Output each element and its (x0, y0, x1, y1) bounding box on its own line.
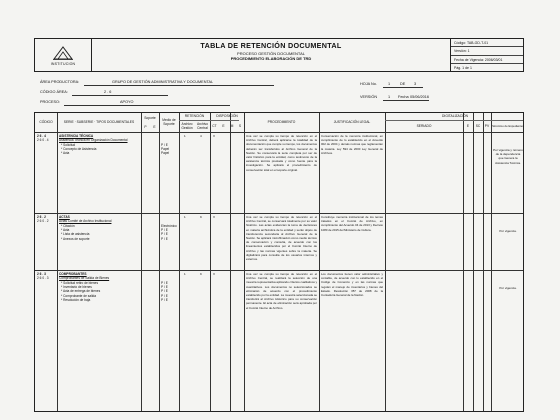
row-series: ACTAS (59, 215, 70, 219)
process-value: APOYO (120, 100, 134, 104)
row-doc-type: * Citación (61, 224, 75, 228)
th-dig-obs: Sinónimo de Expedientes (492, 124, 524, 128)
row-doc-type: * Lista de asistencia (61, 232, 90, 237)
row-doc-type: * Anexos de soporte (61, 236, 90, 241)
th-support-e: E (153, 125, 156, 129)
row-retention-central: 9 (200, 272, 202, 276)
row-support: P / E (161, 293, 168, 298)
sheet-underline (383, 87, 423, 88)
th-legal: JUSTIFICACIÓN LEGAL (333, 120, 371, 124)
th-dig-seriado: SERIADO (416, 124, 432, 128)
th-code: CÓDIGO (39, 120, 53, 124)
th-disp-m: M (230, 124, 234, 128)
row-observation: Por vigencia y número de la dependencia que Genera la Asistencia Técnica. (493, 148, 523, 165)
th-ret-gestion: Archivo Gestión (181, 122, 193, 130)
row-retention-gestion: 1 (184, 272, 186, 276)
row-procedure: Una vez se cumpla su tiempo de retención en el Archivo Central, se realizará la selección de una muestra representativa aplicando criterios cualitativos y cuantitativos. Los documentos no seleccionados se eliminarán de acuerdo con el procedimiento establecido por la entidad. La muestra seleccionada se transferirá al Archivo Histórico para su conservación permanente. El acta de eliminación será aprobada por el Comité Interno de Archivo. (246, 272, 317, 310)
row-retention-gestion: 1 (184, 134, 186, 138)
procedure-name: PROCEDIMIENTO ELABORACIÓN DE TRD (230, 56, 312, 61)
row-support: Papel (161, 147, 170, 152)
th-support: Soporte (144, 116, 156, 120)
area-value: GRUPO DE GESTIÓN ADMINISTRATIVA Y DOCUMENTAL (112, 80, 214, 84)
th-disp-ct: CT (212, 124, 217, 128)
row-subseries: Actas Comité de Archivo Institucional (59, 219, 112, 223)
row-support: P / E (161, 285, 168, 290)
row-retention-gestion: 1 (184, 215, 186, 219)
row-doc-type: * Resolución de baja (61, 297, 91, 302)
code-label: CÓDIGO ÁREA: (40, 90, 68, 94)
row-observation: Por vigencia. (499, 229, 517, 233)
row-support: P / E (161, 289, 168, 294)
version-underline (383, 100, 429, 101)
th-dig-pv: PV (484, 124, 490, 128)
row-doc-type: * Acta de entrega de bienes (61, 289, 101, 294)
row-subseries: Asistencia Técnica en Organización Documental (59, 138, 128, 142)
row-doc-type: * Concepto de Asistencia (61, 147, 97, 152)
row-doc-type: * Comprobante de salida (61, 293, 97, 298)
document-header (34, 38, 524, 72)
row-procedure: Una vez se cumpla su tiempo de retención en el Archivo Central, se conservará totalmente por su valor histórico. Las actas evidencian la toma de decisiones en materia archivística de la entidad y serán objeto de transferencia secundaria al Archivo General de la Nación. Se aplicará microfilmación como medio técnico de conservación y consulta, de acuerdo con los lineamientos establecidos por el Comité Interno de Archivo y las normas vigentes sobre la materia. Se digitalizará para consulta de los usuarios internos y externos. (246, 215, 317, 262)
row-procedure: Una vez se cumpla su tiempo de retención en el Archivo Central, deberá aplicarse la totalidad de la documentación que cumple su tiempo, los documentos deberán ser transferidos al Archivo General de la Nación. Se conservará la serie completa por ser de valor histórico para la entidad, como testimonio de la asistencia técnica prestada y como fuente para la investigación. Se aplicará el procedimiento de conservación total en el soporte original. (246, 134, 317, 172)
th-medium: Medio de Soporte (162, 118, 176, 126)
process-label: PROCESO: (40, 100, 61, 104)
th-disp-e: E (222, 124, 225, 128)
row-support: P / E (161, 143, 168, 147)
row-doc-type: * Acta (61, 151, 70, 156)
th-series: SERIE · SUBSERIE · TIPOS DOCUMENTALES (63, 120, 135, 124)
control-date: Fecha de Vigencia: 2006/03/01 (451, 56, 523, 64)
th-dig-e: E (466, 124, 470, 128)
area-underline (84, 85, 274, 86)
th-disposition: DISPOSICIÓN (216, 114, 238, 118)
sheet-number: 1 (388, 82, 391, 86)
row-legal: Los documentos tienen valor administrativo y contable, de acuerdo con lo establecido en el Código de Comercio y en las normas que regulan el manejo de inventarios y bienes del Estado. Resolución 357 de 2008 de la Contaduría General de la Nación. (321, 272, 383, 298)
row-support: P / E (161, 297, 168, 302)
th-ret-central: Archivo Central (197, 122, 208, 130)
logo-text: INSTITUCION (50, 61, 76, 66)
process-underline (64, 105, 230, 106)
th-digitalization: DIGITALIZACIÓN (442, 114, 468, 118)
row-doc-type: * Solicitud retiro de bienes (61, 281, 99, 285)
document-title: TABLA DE RETENCIÓN DOCUMENTAL (200, 41, 342, 50)
th-retention: RETENCIÓN (184, 114, 205, 118)
th-procedure: PROCEDIMIENTO (267, 120, 296, 124)
control-version: Versión: 1 (451, 47, 523, 55)
row-subcode: 2 6 0 . 4 (37, 138, 49, 142)
row-disposition-mark: X (213, 134, 216, 138)
row-support: Papel (161, 151, 170, 156)
row-support: P / E (161, 228, 168, 233)
row-subcode: 2 6 0 . 2 (37, 219, 49, 223)
sheet-label: HOJA No. (360, 82, 377, 86)
process-name: PROCESO GESTIÓN DOCUMENTAL (237, 51, 305, 56)
row-disposition-mark: X (213, 272, 216, 276)
code-underline (72, 95, 168, 96)
code-value: 2 . 6 (104, 90, 112, 94)
control-page: Pág. 1 de 1 (454, 65, 472, 70)
row-series: ASISTENCIA TÉCNICA (59, 134, 94, 138)
th-dig-sc: SC (475, 124, 481, 128)
sheet-total: 3 (414, 82, 417, 86)
seal-icon (52, 45, 74, 61)
title-block (92, 39, 450, 71)
row-series: COMPROBANTES (59, 272, 87, 276)
row-observation: Por vigencia. (499, 286, 517, 290)
row-doc-type: * Acta (61, 228, 70, 233)
row-support: P / E (161, 232, 168, 237)
control-box (450, 39, 523, 71)
version-number: 1 (388, 95, 391, 99)
control-code: Código: TAB-GD-T-01 (451, 39, 523, 47)
row-subcode: 2 6 0 . 3 (37, 276, 49, 280)
row-support: P / E (161, 281, 168, 285)
version-date-label: Fecha (398, 95, 409, 99)
row-doc-type: * Inventario de bienes (61, 285, 92, 290)
row-legal: Conservación de la memoria institucional, en cumplimiento de lo establecido en el Acuerdo 002 de 2004 y demás normas que reglamentan la materia. Ley 594 de 2000 Ley General de Archivos. (321, 134, 383, 155)
retention-table (34, 112, 524, 412)
th-disp-s: S (238, 124, 242, 128)
row-support: Electrónico (161, 224, 177, 228)
row-disposition-mark: X (213, 215, 216, 219)
sheet-of: DE (400, 82, 406, 86)
row-support: P / E (161, 236, 168, 241)
institution-logo (35, 39, 92, 71)
row-retention-central: 4 (200, 134, 202, 138)
area-label: ÁREA PRODUCTORA: (40, 80, 80, 84)
row-retention-central: 9 (200, 215, 202, 219)
row-code: 2 6 . 3 (37, 272, 46, 276)
row-subseries: Comprobantes de Salida de Bienes (59, 276, 110, 280)
row-doc-type: * Solicitud (61, 143, 76, 147)
version-date: 05/06/2016 (410, 95, 430, 99)
row-legal: Constituye memoria institucional de los temas tratados en el Comité de Archivo, en cumplimiento del Acuerdo 04 de 2013 y Decreto 1080 de 2015 del Ministerio de Cultura. (321, 215, 383, 232)
version-label: VERSIÓN (360, 95, 378, 99)
row-code: 2 6 . 4 (37, 134, 46, 138)
row-code: 2 6 . 2 (37, 215, 46, 219)
th-support-p: P (144, 125, 147, 129)
